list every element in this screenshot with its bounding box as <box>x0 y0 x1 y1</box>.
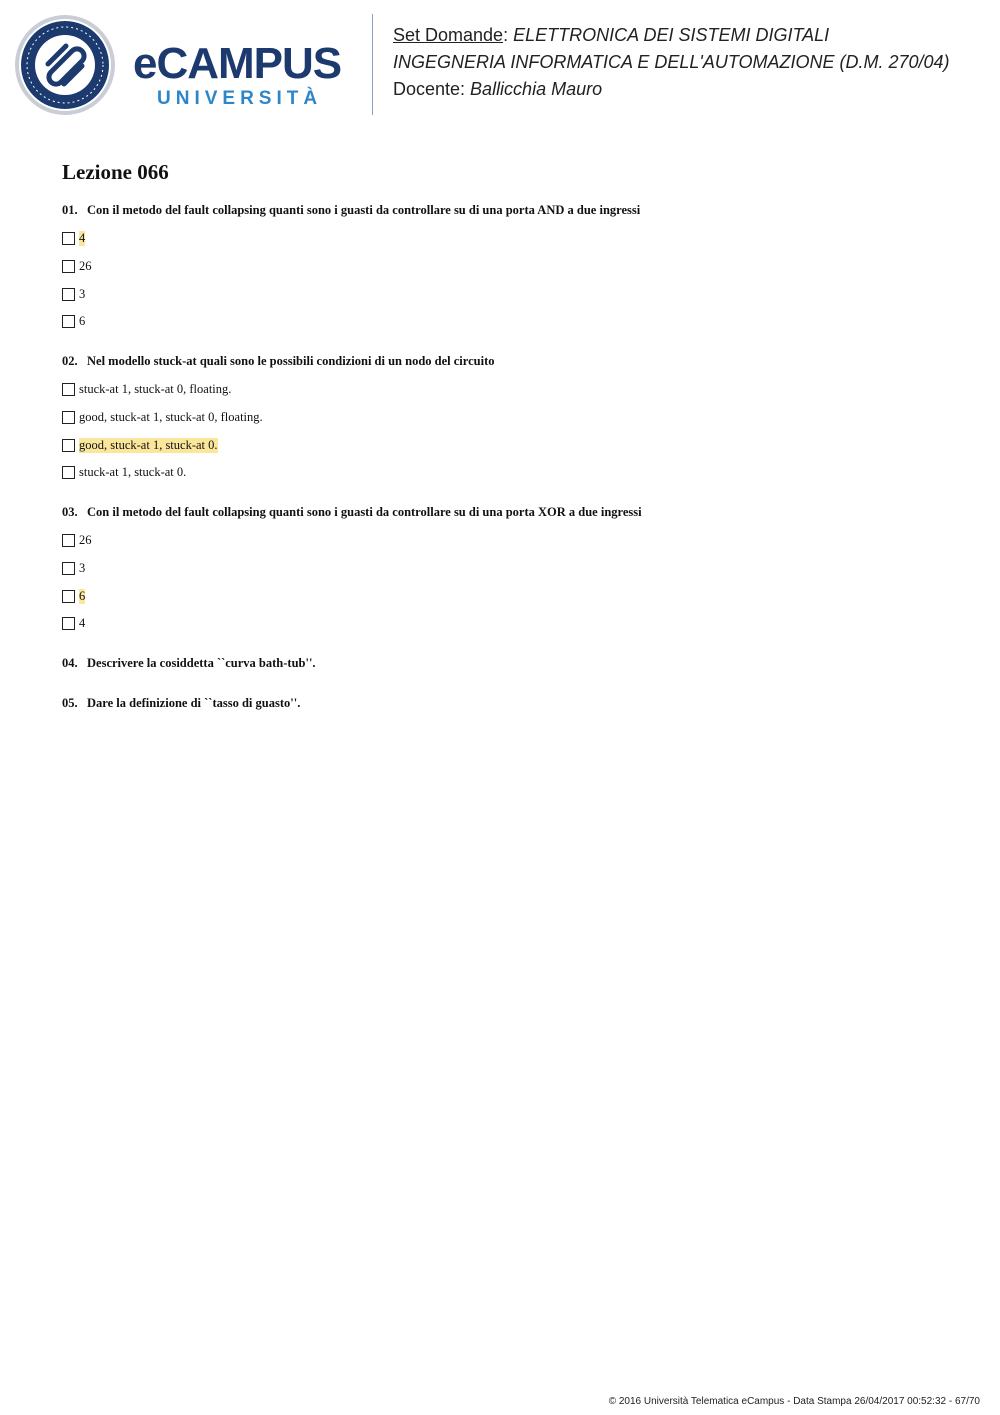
answer-checkbox[interactable] <box>62 260 75 273</box>
teacher-name: Ballicchia Mauro <box>470 79 603 99</box>
answer-text: good, stuck-at 1, stuck-at 0. <box>79 437 218 452</box>
answer-option[interactable] <box>62 409 263 425</box>
answer-checkbox[interactable] <box>62 383 75 396</box>
answer-option[interactable] <box>62 615 85 631</box>
question-text: Con il metodo del fault collapsing quanti sono i guasti da controllare su di una porta AND a due ingressi <box>87 203 641 217</box>
ecampus-wordmark <box>133 40 358 112</box>
answer-option[interactable] <box>62 258 92 274</box>
question-02 <box>62 354 494 369</box>
answer-text: stuck-at 1, stuck-at 0. <box>79 464 187 479</box>
answer-option[interactable] <box>62 588 85 604</box>
page-header <box>0 0 1000 130</box>
page-footer: © 2016 Università Telematica eCampus - Data Stampa 26/04/2017 00:52:32 - 67/70 <box>608 1396 980 1407</box>
program-name: INGEGNERIA INFORMATICA E DELL'AUTOMAZIONE (D.M. 270/04) <box>393 52 950 72</box>
answer-checkbox[interactable] <box>62 439 75 452</box>
answer-option[interactable] <box>62 560 85 576</box>
header-info <box>393 22 993 103</box>
answer-option[interactable] <box>62 437 218 453</box>
answer-text: 26 <box>79 532 92 547</box>
course-name: ELETTRONICA DEI SISTEMI DIGITALI <box>513 25 830 45</box>
answer-text: 26 <box>79 258 92 273</box>
question-text: Con il metodo del fault collapsing quanti sono i guasti da controllare su di una porta XOR a due ingressi <box>87 505 642 519</box>
question-number: 01. <box>62 203 78 217</box>
question-03 <box>62 505 642 520</box>
answer-text: good, stuck-at 1, stuck-at 0, floating. <box>79 409 263 424</box>
set-separator: : <box>503 25 514 45</box>
answer-checkbox[interactable] <box>62 466 75 479</box>
header-line-teacher <box>393 76 993 103</box>
answer-checkbox[interactable] <box>62 315 75 328</box>
answer-text: 3 <box>79 560 86 575</box>
teacher-label: Docente: <box>393 79 471 99</box>
question-text: Nel modello stuck-at quali sono le possibili condizioni di un nodo del circuito <box>87 354 495 368</box>
answer-text: 4 <box>79 230 86 245</box>
header-divider <box>372 14 373 115</box>
answer-text: 6 <box>79 313 86 328</box>
answer-option[interactable] <box>62 381 231 397</box>
brand-name: eCAMPUS <box>133 39 342 88</box>
answer-checkbox[interactable] <box>62 411 75 424</box>
header-line-course <box>393 22 993 49</box>
question-text: Dare la definizione di ``tasso di guasto''. <box>87 696 301 710</box>
question-number: 02. <box>62 354 78 368</box>
answer-option[interactable] <box>62 286 85 302</box>
question-number: 03. <box>62 505 78 519</box>
answer-checkbox[interactable] <box>62 534 75 547</box>
answer-checkbox[interactable] <box>62 232 75 245</box>
answer-checkbox[interactable] <box>62 590 75 603</box>
university-seal-logo <box>14 14 116 116</box>
set-label: Set Domande <box>393 25 504 45</box>
answer-checkbox[interactable] <box>62 562 75 575</box>
answer-option[interactable] <box>62 313 85 329</box>
lesson-title: Lezione 066 <box>62 160 169 184</box>
question-01 <box>62 203 640 218</box>
question-05 <box>62 696 300 711</box>
answer-text: 4 <box>79 615 86 630</box>
question-text: Descrivere la cosiddetta ``curva bath-tub''. <box>87 656 316 670</box>
answer-text: 6 <box>79 588 86 603</box>
question-number: 04. <box>62 656 78 670</box>
answer-text: 3 <box>79 286 86 301</box>
answer-option[interactable] <box>62 230 85 246</box>
brand-subtitle: UNIVERSITÀ <box>157 88 323 109</box>
answer-checkbox[interactable] <box>62 288 75 301</box>
answer-text: stuck-at 1, stuck-at 0, floating. <box>79 381 232 396</box>
question-04 <box>62 656 316 671</box>
answer-checkbox[interactable] <box>62 617 75 630</box>
answer-option[interactable] <box>62 464 186 480</box>
question-number: 05. <box>62 696 78 710</box>
answer-option[interactable] <box>62 532 92 548</box>
